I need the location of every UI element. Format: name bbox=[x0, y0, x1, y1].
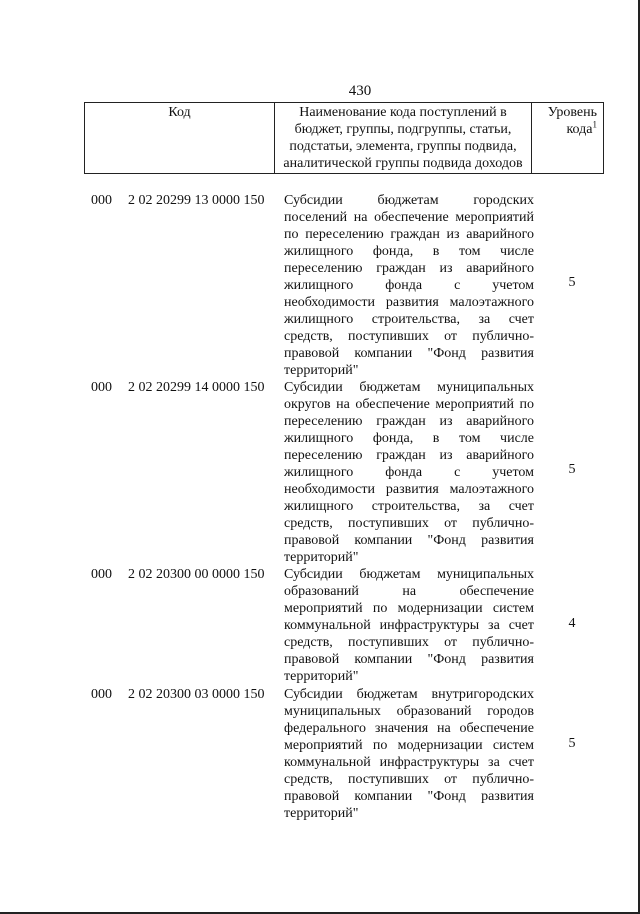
row-prefix: 000 bbox=[91, 193, 112, 208]
row-name: Субсидии бюджетам городских поселений на обеспечение мероприятий по переселению граждан из аварийного жилищного фонда, в том числе переселению граждан из аварийного жилищного фонда с учетом необходимости развития малоэтажного жилищного строительства, за счет средств, поступивших от публично-правовой компании "Фонд развития территорий" bbox=[284, 193, 534, 378]
row-prefix: 000 bbox=[91, 687, 112, 702]
row-level: 5 bbox=[568, 462, 576, 477]
page-number: 430 bbox=[348, 83, 372, 99]
row-level: 4 bbox=[568, 616, 576, 631]
row-level: 5 bbox=[568, 275, 576, 290]
row-name: Субсидии бюджетам муниципальных образований на обеспечение мероприятий по модернизации систем коммунальной инфраструктуры за счет средств, поступивших от публично-правовой компании "Фонд развития территорий" bbox=[284, 567, 534, 684]
header-code: Код bbox=[85, 103, 275, 174]
table-row bbox=[0, 379, 640, 566]
table-row bbox=[0, 192, 640, 379]
table-row bbox=[0, 566, 640, 686]
row-code: 2 02 20299 14 0000 150 bbox=[128, 380, 265, 395]
row-level: 5 bbox=[568, 736, 576, 751]
header-name: Наименование кода поступлений в бюджет, группы, подгруппы, статьи, подстатьи, элемента, группы подвида, аналитической группы подвида доходов bbox=[275, 103, 532, 174]
row-name: Субсидии бюджетам муниципальных округов на обеспечение мероприятий по переселению граждан из аварийного жилищного фонда, в том числе переселению граждан из аварийного жилищного фонда с учетом необходимости развития малоэтажного жилищного строительства, за счет средств, поступивших от публично-правовой компании "Фонд развития территорий" bbox=[284, 380, 534, 565]
row-code: 2 02 20300 00 0000 150 bbox=[128, 567, 265, 582]
row-prefix: 000 bbox=[91, 567, 112, 582]
row-prefix: 000 bbox=[91, 380, 112, 395]
table-body bbox=[0, 192, 640, 836]
header-level bbox=[532, 103, 604, 174]
table-row bbox=[0, 686, 640, 836]
row-name: Субсидии бюджетам внутригородских муниципальных образований городов федерального значения на обеспечение мероприятий по модернизации систем коммунальной инфраструктуры за счет средств, поступивших от публично-правовой компании "Фонд развития территорий" bbox=[284, 687, 534, 821]
row-code: 2 02 20299 13 0000 150 bbox=[128, 193, 265, 208]
table-header bbox=[84, 102, 604, 174]
header-level-footnote: 1 bbox=[592, 119, 597, 130]
header-level-label: Уровень кода bbox=[547, 105, 597, 137]
row-code: 2 02 20300 03 0000 150 bbox=[128, 687, 265, 702]
